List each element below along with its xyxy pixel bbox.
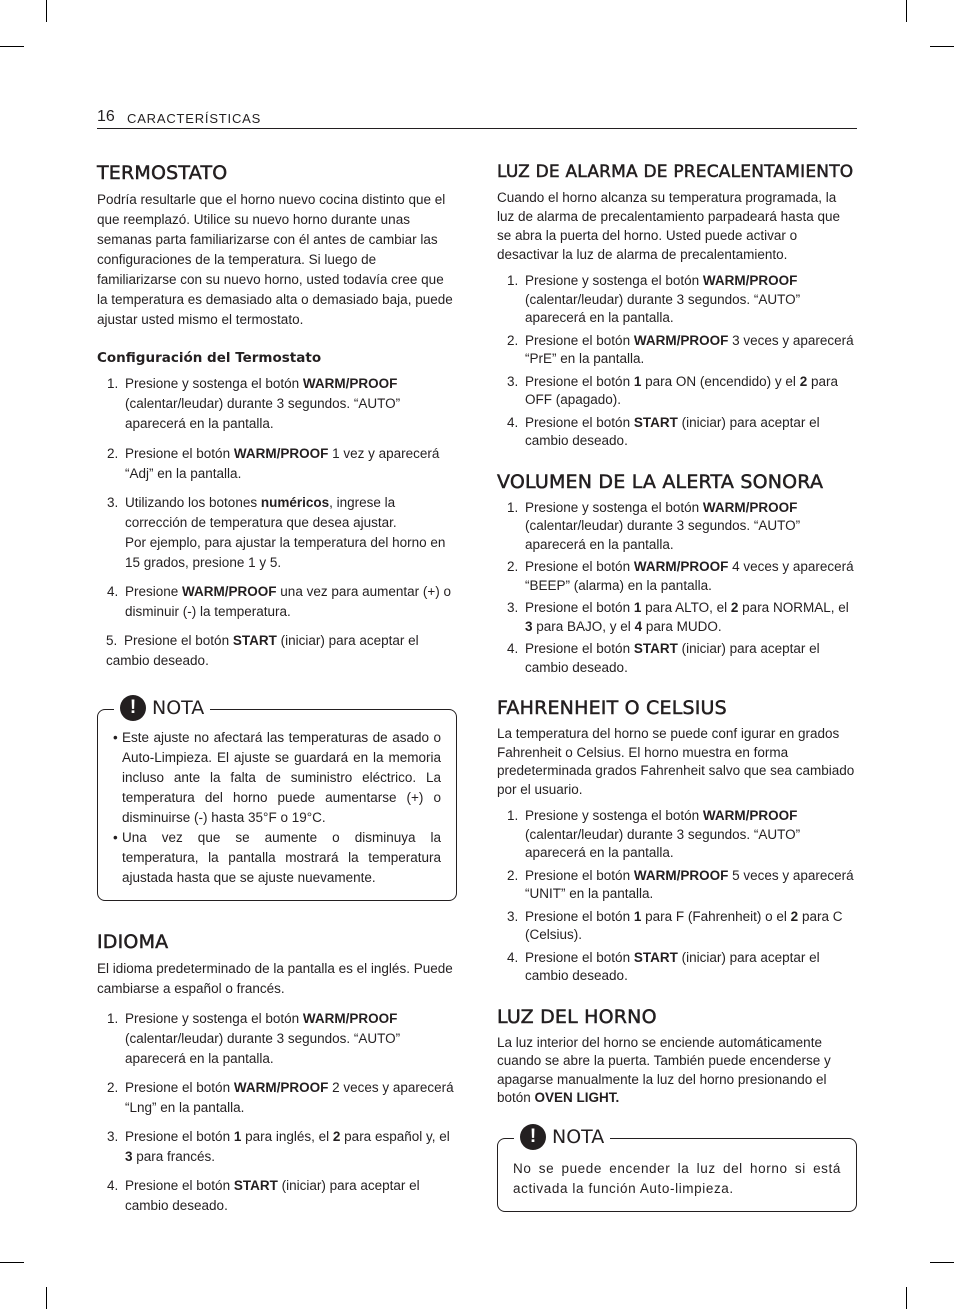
termostato-steps [97, 374, 457, 671]
nota-box [97, 697, 457, 901]
list-item: 2. Presione el botón WARM/PROOF 2 veces y aparecerá “Lng” en la pantalla. [107, 1080, 454, 1115]
list-item: 1. Presione y sostenga el botón WARM/PROOF (calentar/leudar) durante 3 segundos. “AUTO” aparecerá en la pantalla. [107, 1011, 401, 1066]
luz-intro: La luz interior del horno se enciende automáticamente cuando se abre la puerta. También puede encenderse y apagarse manualmente la luz del horno presionando el botón OVEN LIGHT. [497, 1034, 831, 1105]
page-number: 16 [97, 108, 115, 125]
nota-header [514, 1124, 610, 1150]
list-item: 4. Presione WARM/PROOF una vez para aumentar (+) o disminuir (-) la temperatura. [107, 584, 452, 619]
exclamation-icon: ! [120, 695, 146, 721]
fahrenheit-heading: FAHRENHEIT O CELSIUS [497, 697, 727, 719]
termostato-intro: Podría resultarle que el horno nuevo cocina distinto que el que reemplazó. Utilice su nuevo horno durante unas semanas parta familiarizarse con él antes de cambiar las configuraciones de la temperatura. Si luego de familiarizarse con su nuevo horno, usted todavía cree que la temperatura es demasiado alta o demasiado baja, puede ajustar usted mismo el termostato. [97, 192, 453, 327]
crop-mark [930, 46, 954, 47]
list-item: 2. Presione el botón WARM/PROOF 5 veces y aparecerá “UNIT” en la pantalla. [507, 867, 854, 901]
list-item: 3. Presione el botón 1 para inglés, el 2 para español y, el 3 para francés. [107, 1129, 450, 1164]
volumen-steps [497, 499, 857, 678]
luz-heading: LUZ DEL HORNO [497, 1005, 657, 1028]
list-item: 2. Presione el botón WARM/PROOF 3 veces y aparecerá “PrE” en la pantalla. [507, 332, 854, 366]
nota-header [114, 695, 210, 721]
crop-mark [906, 0, 907, 22]
list-item: 5. Presione el botón START (iniciar) para aceptar el cambio deseado. [106, 633, 419, 668]
crop-mark [46, 0, 47, 22]
list-item: 2. Presione el botón WARM/PROOF 1 vez y aparecerá “Adj” en la pantalla. [107, 446, 440, 481]
list-item: 1. Presione y sostenga el botón WARM/PROOF (calentar/leudar) durante 3 segundos. “AUTO” aparecerá en la pantalla. [507, 808, 801, 860]
idioma-intro: El idioma predeterminado de la pantalla es el inglés. Puede cambiarse a español o francés. [97, 961, 453, 996]
left-column [97, 162, 457, 1216]
list-item: 3. Presione el botón 1 para ALTO, el 2 para NORMAL, el 3 para BAJO, y el 4 para MUDO. [507, 600, 849, 634]
fahrenheit-intro: La temperatura del horno se puede conf igurar en grados Fahrenheit o Celsius. El horno muestra en forma predeterminada grados Fahrenheit salvo que sea cambiado por el usuario. [497, 726, 855, 797]
nota-text: No se puede encender la luz del horno si está activada la función Auto-limpieza. [513, 1160, 841, 1196]
nota-item: • Una vez que se aumente o disminuya la temperatura, la pantalla mostrará la temperatura ajustada hasta que se ajuste nuevamente. [113, 828, 441, 888]
exclamation-icon: ! [520, 1124, 546, 1150]
crop-mark [46, 1287, 47, 1309]
idioma-steps [97, 1009, 457, 1216]
right-column [497, 162, 857, 1212]
precalentamiento-heading: LUZ DE ALARMA DE PRECALENTAMIENTO [497, 162, 854, 182]
crop-mark [906, 1287, 907, 1309]
list-item: 2. Presione el botón WARM/PROOF 4 veces y aparecerá “BEEP” (alarma) en la pantalla. [507, 559, 854, 593]
list-item: 1. Presione y sostenga el botón WARM/PROOF (calentar/leudar) durante 3 segundos. “AUTO” aparecerá en la pantalla. [507, 273, 801, 325]
nota-label: NOTA [552, 1125, 605, 1148]
fahrenheit-steps [497, 807, 857, 986]
nota-item: • Este ajuste no afectará las temperaturas de asado o Auto-Limpieza. El ajuste se guardará en la memoria incluso ante la falta de suministro eléctrico. La temperatura del horno puede aumentarse (+) o disminuirse (-) hasta 35°F o 19°C. [113, 728, 441, 828]
list-item: 3. Presione el botón 1 para ON (encendido) y el 2 para OFF (apagado). [507, 373, 838, 407]
list-item: 1. Presione y sostenga el botón WARM/PROOF (calentar/leudar) durante 3 segundos. “AUTO” aparecerá en la pantalla. [507, 499, 801, 552]
termostato-heading: TERMOSTATO [97, 162, 228, 184]
precalentamiento-steps [497, 272, 857, 451]
precalentamiento-intro: Cuando el horno alcanza su temperatura programada, la luz de alarma de precalentamiento parpadeará hasta que se abra la puerta del horno. Usted puede activar o desactivar la luz de alarma de precalentamiento. [497, 190, 840, 262]
header-divider [97, 128, 857, 129]
section-title: CARACTERÍSTICAS [127, 111, 262, 126]
list-item: 3. Presione el botón 1 para F (Fahrenheit) o el 2 para C (Celsius). [507, 908, 843, 942]
nota-label: NOTA [152, 697, 205, 719]
crop-mark [0, 46, 24, 47]
list-item: 4. Presione el botón START (iniciar) para aceptar el cambio deseado. [507, 414, 820, 448]
list-item: 4. Presione el botón START (iniciar) para aceptar el cambio deseado. [507, 641, 820, 675]
volumen-heading: VOLUMEN DE LA ALERTA SONORA [497, 470, 824, 493]
list-item: 3. Utilizando los botones numéricos, ingrese la corrección de temperatura que desea ajustar. Por ejemplo, para ajustar la temperatura del horno en 15 grados, presione 1 y 5. [107, 495, 446, 570]
idioma-heading: IDIOMA [97, 931, 169, 953]
crop-mark [930, 1262, 954, 1263]
crop-mark [0, 1262, 24, 1263]
list-item: 4. Presione el botón START (iniciar) para aceptar el cambio deseado. [507, 949, 820, 983]
termostato-subtitle: Configuración del Termostato [97, 350, 322, 366]
list-item: 1. Presione y sostenga el botón WARM/PROOF (calentar/leudar) durante 3 segundos. “AUTO” aparecerá en la pantalla. [107, 376, 401, 431]
nota-box [497, 1125, 857, 1212]
list-item: 4. Presione el botón START (iniciar) para aceptar el cambio deseado. [107, 1178, 420, 1213]
